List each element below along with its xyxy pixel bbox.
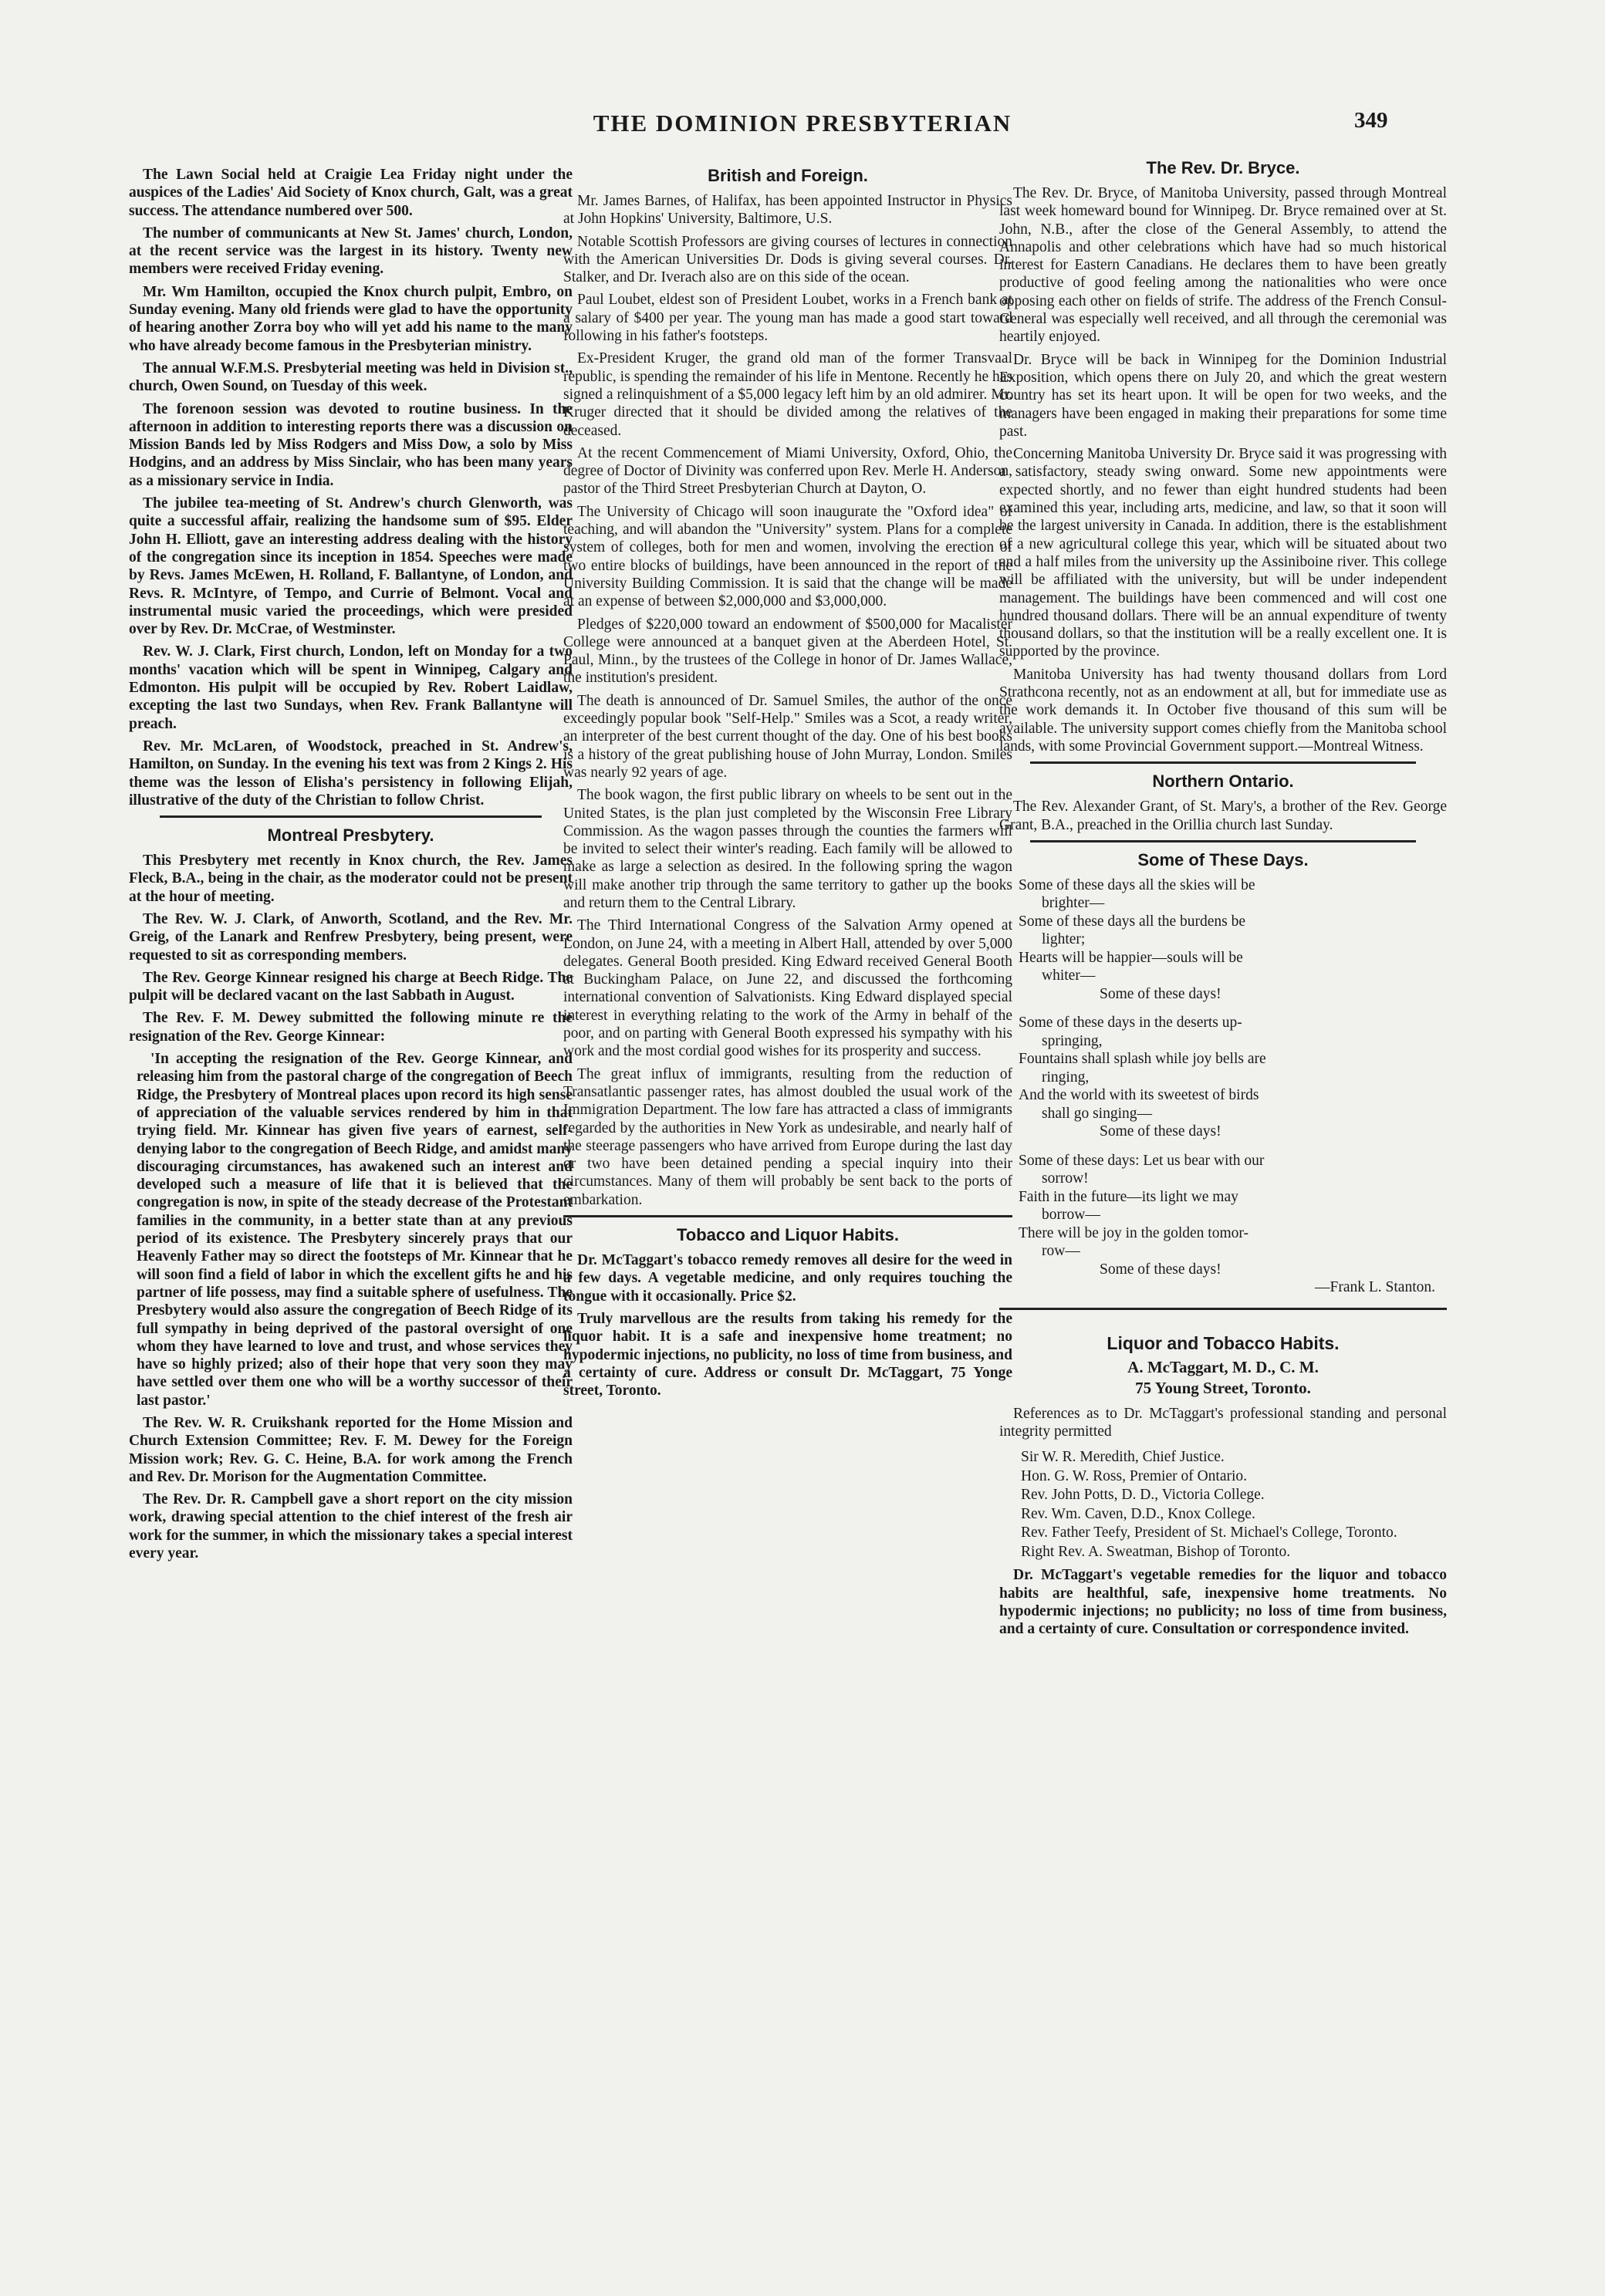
poem-line: brighter— <box>1042 895 1105 912</box>
news-item: The annual W.F.M.S. Presbyterial meeting was held in Division st., church, Owen Sound, on Tuesday of this week. <box>129 360 573 395</box>
poem-line: And the world with its sweetest of birds <box>1019 1087 1259 1104</box>
news-item: The jubilee tea-meeting of St. Andrew's church Glenworth, was quite a successful affair, realizing the handsome sum of $95. Elder John H. Elliott, gave an interesting address dealing with the history of the congregation since its inception in 1854. Speeches were made by Revs. James McEwen, H. Rolland, F. Ballantyne, of London, and Revs. R. McIntyre, of Tempo, and Currie of Belmont. Vocal and instrumental music varied the proceedings, which were presided over by Rev. Dr. McCrae, of Westminster. <box>129 495 573 638</box>
poem-line: Hearts will be happier—souls will be <box>1019 949 1243 966</box>
section-divider <box>160 815 542 818</box>
section-heading-ontario: Northern Ontario. <box>1152 772 1294 792</box>
poem-line: Some of these days: Let us bear with our <box>1019 1152 1265 1169</box>
poem-stanza <box>1019 876 1447 1004</box>
news-item: The forenoon session was devoted to routine business. In the afternoon in addition to interesting reports there was a discussion on Mission Bands led by Miss Rodgers and Miss Dow, a solo by Miss Hodgins, and an address by Miss Sinclair, who has been many years as a missionary service in India. <box>129 400 573 489</box>
report-paragraph: The Rev. F. M. Dewey submitted the following minute re the resignation of the Rev. George Kinnear: <box>129 1010 573 1045</box>
column-middle <box>563 166 1012 1404</box>
section-heading-bryce: The Rev. Dr. Bryce. <box>1146 158 1300 177</box>
reference-item: Rev. Father Teefy, President of St. Michael's College, Toronto. <box>1021 1524 1397 1541</box>
poem-line: row— <box>1042 1243 1080 1260</box>
section-divider <box>563 1215 1012 1217</box>
article-paragraph: Manitoba University has had twenty thousand dollars from Lord Strathcona recently, not as an endowment at all, but for immediate use as the work demands it. In October five thousand of this sum will be available. The university support comes chiefly from the Manitoba school lands, with some Provincial Government support.—Montreal Witness. <box>999 666 1447 755</box>
news-item: Ex-President Kruger, the grand old man of the former Transvaal republic, is spending the remainder of his life in Mentone. Recently he has signed a relinquishment of a $5,000 legacy left him by an old admirer. Mr. Kruger directed that it should be divided among the relatives of the deceased. <box>563 350 1012 439</box>
article-paragraph: The Rev. Dr. Bryce, of Manitoba University, passed through Montreal last week homeward bound for Winnipeg. Dr. Bryce remained over at St. John, N.B., after the close of the General Assembly, to attend the Annapolis and other celebrations which have had so much historical interest for Eastern Canadians. He declares them to have been greatly productive of good feeling among the nationalities who were once opposing each other on fields of strife. The address of the French Consul-General was especially well received, and all through the ceremonial was heartily enjoyed. <box>999 185 1447 346</box>
section-divider <box>999 1308 1447 1310</box>
report-paragraph: The Rev. W. R. Cruikshank reported for the Home Mission and Church Extension Committee; Rev. F. M. Dewey for the Foreign Mission work; Rev. G. C. Heine, B.A. for work among the French and Rev. Dr. Morison for the Augmentation Committee. <box>129 1415 573 1485</box>
column-right <box>999 158 1447 1643</box>
news-item: Rev. W. J. Clark, First church, London, left on Monday for a two months' vacation which will be spent in Winnipeg, Calgary and Edmonton. His pulpit will be occupied by Rev. Robert Laidlaw, excepting the last two Sundays, when Rev. Frank Ballantyne will preach. <box>129 643 573 732</box>
poem-line: lighter; <box>1042 931 1086 948</box>
section-divider <box>1030 761 1416 764</box>
section-heading-british: British and Foreign. <box>708 166 868 185</box>
news-item: The book wagon, the first public library on wheels to be sent out in the United States, is the plan just completed by the Wisconsin Free Library Commission. As the wagon passes through the counties the farmers will be invited to select their winter's reading. Each family will be allowed to make as large a selection as desired. In the following spring the wagon will make another trip through the same territory to gather up the books and return them to the Central Library. <box>563 787 1012 911</box>
article-paragraph: The Rev. Alexander Grant, of St. Mary's, a brother of the Rev. George Grant, B.A., preached in the Orillia church last Sunday. <box>999 799 1447 833</box>
news-item: The great influx of immigrants, resulting from the reduction of Transatlantic passenger rates, has almost doubled the usual work of the Immigration Department. The low fare has attracted a class of immigrants regarded by the authorities in New York as undesirable, and nearly half of the steerage passengers who have arrived from Europe during the last day or two have been detained pending a special inquiry into their circumstances. Many of them will probably be sent back to the ports of embarkation. <box>563 1065 1012 1208</box>
reference-list <box>1021 1448 1447 1562</box>
news-item: Mr. James Barnes, of Halifax, has been appointed Instructor in Physics at John Hopkins' University, Baltimore, U.S. <box>563 193 1012 228</box>
section-heading-montreal: Montreal Presbytery. <box>267 826 434 846</box>
news-item: The University of Chicago will soon inaugurate the "Oxford idea" of teaching, and will abandon the "University" system. Plans for a complete system of colleges, both for men and women, involving the erection of two entire blocks of buildings, have been announced in the report of the University Building Commission. It is said that the change will be made at an expense of between $2,000,000 and $3,000,000. <box>563 503 1012 610</box>
column-left <box>129 166 573 1567</box>
page-title: THE DOMINION PRESBYTERIAN <box>593 110 1012 137</box>
poem-line: Some of these days all the burdens be <box>1019 913 1246 930</box>
report-paragraph: This Presbytery met recently in Knox church, the Rev. James Fleck, B.A., being in the chair, as the moderator could not be present at the hour of meeting. <box>129 853 573 905</box>
news-item: Mr. Wm Hamilton, occupied the Knox church pulpit, Embro, on Sunday evening. Many old friends were glad to have the opportunity of hearing another Zorra boy who will yet add his name to the many who have already become famous in the Presbyterian ministry. <box>129 283 573 354</box>
article-paragraph: Dr. Bryce will be back in Winnipeg for the Dominion Industrial Exposition, which opens there on July 20, and which the great western country has set its heart upon. It will be open for two weeks, and the managers have been engaged in making their preparations for some time past. <box>999 351 1447 440</box>
news-item: Paul Loubet, eldest son of President Loubet, works in a French bank at a salary of $400 per year. The young man has made a good start toward following in his father's footsteps. <box>563 292 1012 345</box>
poem-stanza <box>1019 1014 1447 1141</box>
poem-line: There will be joy in the golden tomor- <box>1019 1224 1249 1241</box>
news-item: At the recent Commencement of Miami University, Oxford, Ohio, the degree of Doctor of Divinity was conferred upon Rev. Merle H. Anderson, pastor of the Third Street Presbyterian Church at Dayton, O. <box>563 444 1012 498</box>
reference-item: Right Rev. A. Sweatman, Bishop of Toronto. <box>1021 1543 1291 1560</box>
minute-quote: 'In accepting the resignation of the Rev. George Kinnear, and releasing him from the pastoral charge of the congregation of Beech Ridge, the Presbytery of Montreal places upon record its high sense of appreciation of the valuable services rendered by him in that trying field. Mr. Kinnear has given five years of earnest, self-denying labor to the congregation of Beech Ridge, and amidst many discouraging circumstances, has awakened such an interest and developed such a measure of life that it is believed that the congregation is now, in spite of the steady decrease of the Protestant families in the community, in a better state than at any previous period of its existence. The Presbytery sincerely prays that our Heavenly Father may so direct the footsteps of Mr. Kinnear that he will soon find a field of labor in which the excellent gifts he and his partner of life possess, may find a suitable sphere of usefulness. The Presbytery would also assure the congregation of Beech Ridge of its full sympathy in being deprived of the pastoral oversight of one whom they have learned to love and trust, and whose services they have so highly prized; also of their hope that very soon they may have settled over them one who will be a worthy successor of their last pastor.' <box>137 1051 573 1409</box>
ad-doctor-name: A. McTaggart, M. D., C. M. <box>1127 1357 1319 1376</box>
report-paragraph: The Rev. George Kinnear resigned his charge at Beech Ridge. The pulpit will be declared vacant on the last Sabbath in August. <box>129 969 573 1004</box>
poem-refrain: Some of these days! <box>1100 985 1221 1002</box>
poem-line: sorrow! <box>1042 1170 1089 1187</box>
ad-closing: Dr. McTaggart's vegetable remedies for the liquor and tobacco habits are healthful, safe, inexpensive home treatments. No hypodermic injections; no publicity; no loss of time from business, and a certainty of cure. Consultation or correspondence invited. <box>999 1567 1447 1638</box>
ad-heading-tobacco: Tobacco and Liquor Habits. <box>676 1225 900 1245</box>
poem-refrain: Some of these days! <box>1100 1261 1221 1278</box>
poem-line: ringing, <box>1042 1069 1090 1086</box>
ad-paragraph: Dr. McTaggart's tobacco remedy removes all desire for the weed in a few days. A vegetable medicine, and only requires touching the tongue with it occasionally. Price $2. <box>563 1252 1012 1305</box>
news-item: The Lawn Social held at Craigie Lea Friday night under the auspices of the Ladies' Aid Society of Knox church, Galt, was a great success. The attendance numbered over 500. <box>129 167 573 219</box>
report-paragraph: The Rev. W. J. Clark, of Anworth, Scotland, and the Rev. Mr. Greig, of the Lanark and Renfrew Presbytery, being present, were requested to sit as corresponding members. <box>129 910 573 964</box>
page-number: 349 <box>1354 108 1388 133</box>
ad-address: 75 Young Street, Toronto. <box>1135 1378 1311 1397</box>
news-item: The death is announced of Dr. Samuel Smiles, the author of the once exceedingly popular book "Self-Help." Smiles was a Scot, a ready writer, an interpreter of the best current thought of the day. One of his best books is a history of the great publishing house of John Murray, London. Smiles was nearly 92 years of age. <box>563 692 1012 781</box>
poem-line: whiter— <box>1042 967 1096 984</box>
poem-line: Faith in the future—its light we may <box>1019 1188 1238 1205</box>
poem-stanza <box>1019 1152 1447 1297</box>
article-paragraph: Concerning Manitoba University Dr. Bryce said it was progressing with a satisfactory, steady swing onward. Some new appointments were expected shortly, and no fewer than eight hundred students had been examined this year, including arts, medicine, and law, so that it soon will be the largest university in Canada. In addition, there is the establishment of a new agricultural college this year, which will be situated about two and a half miles from the university up the Assiniboine river. This college will be affiliated with the university, but will be under independent management. The buildings have been commenced and will cost one hundred thousand dollars. There will be an annual expenditure of twenty thousand dollars, so that the institution will be a really excellent one. It is supported by the province. <box>999 446 1447 660</box>
news-item: Pledges of $220,000 toward an endowment of $500,000 for Macalister College were announced at a banquet given at the Aberdeen Hotel, St. Paul, Minn., by the trustees of the College in honor of Dr. James Wallace, the institution's president. <box>563 616 1012 687</box>
reference-item: Rev. John Potts, D. D., Victoria College. <box>1021 1487 1265 1504</box>
ad-heading-liquor: Liquor and Tobacco Habits. <box>1107 1332 1340 1353</box>
section-divider <box>1030 840 1416 842</box>
news-item: Rev. Mr. McLaren, of Woodstock, preached in St. Andrew's, Hamilton, on Sunday. In the evening his text was from 2 Kings 2. His theme was the lesson of Elisha's persistency in following Elijah, illustrative of the duty of the Christian to follow Christ. <box>129 738 573 809</box>
ad-paragraph: Truly marvellous are the results from taking his remedy for the liquor habit. It is a safe and inexpensive home treatment; no hypodermic injections, no publicity, no loss of time from business, and a certainty of cure. Address or consult Dr. McTaggart, 75 Yonge street, Toronto. <box>563 1310 1013 1400</box>
poem-line: Some of these days all the skies will be <box>1019 876 1255 893</box>
poem-line: Some of these days in the deserts up- <box>1019 1015 1242 1032</box>
poem-author: —Frank L. Stanton. <box>1315 1279 1435 1296</box>
poem-line: borrow— <box>1042 1207 1100 1224</box>
reference-item: Hon. G. W. Ross, Premier of Ontario. <box>1021 1467 1248 1484</box>
report-paragraph: The Rev. Dr. R. Campbell gave a short report on the city mission work, drawing special attention to the chief interest of the fresh air work for the summer, in which the missionary takes a special interest every year. <box>129 1491 573 1562</box>
ad-intro: References as to Dr. McTaggart's professional standing and personal integrity permitted <box>999 1405 1447 1440</box>
poem-refrain: Some of these days! <box>1100 1123 1221 1140</box>
reference-item: Rev. Wm. Caven, D.D., Knox College. <box>1021 1505 1255 1522</box>
poem-line: Fountains shall splash while joy bells are <box>1019 1051 1266 1068</box>
news-item: The number of communicants at New St. James' church, London, at the recent service was the largest in its history. Twenty new members were received Friday evening. <box>129 225 573 278</box>
poem-line: shall go singing— <box>1042 1105 1153 1122</box>
poem-title: Some of These Days. <box>1137 849 1309 869</box>
news-item: The Third International Congress of the Salvation Army opened at London, on June 24, with a meeting in Albert Hall, attended by over 5,000 delegates. General Booth presided. King Edward received General Booth at Buckingham Palace, on June 22, and discussed the forthcoming international convention of Salvationists. King Edward displayed special interest in everything relating to the work of the Army in behalf of the poor, and on parting with General Booth expressed his sympathy with his work and the most cordial good wishes for its prosperity and success. <box>563 917 1012 1060</box>
news-item: Notable Scottish Professors are giving courses of lectures in connection with the American Universities Dr. Dods is giving several courses. Dr. Stalker, and Dr. Iverach also are on this side of the ocean. <box>563 233 1012 286</box>
reference-item: Sir W. R. Meredith, Chief Justice. <box>1021 1449 1225 1466</box>
poem-line: springing, <box>1042 1032 1103 1049</box>
